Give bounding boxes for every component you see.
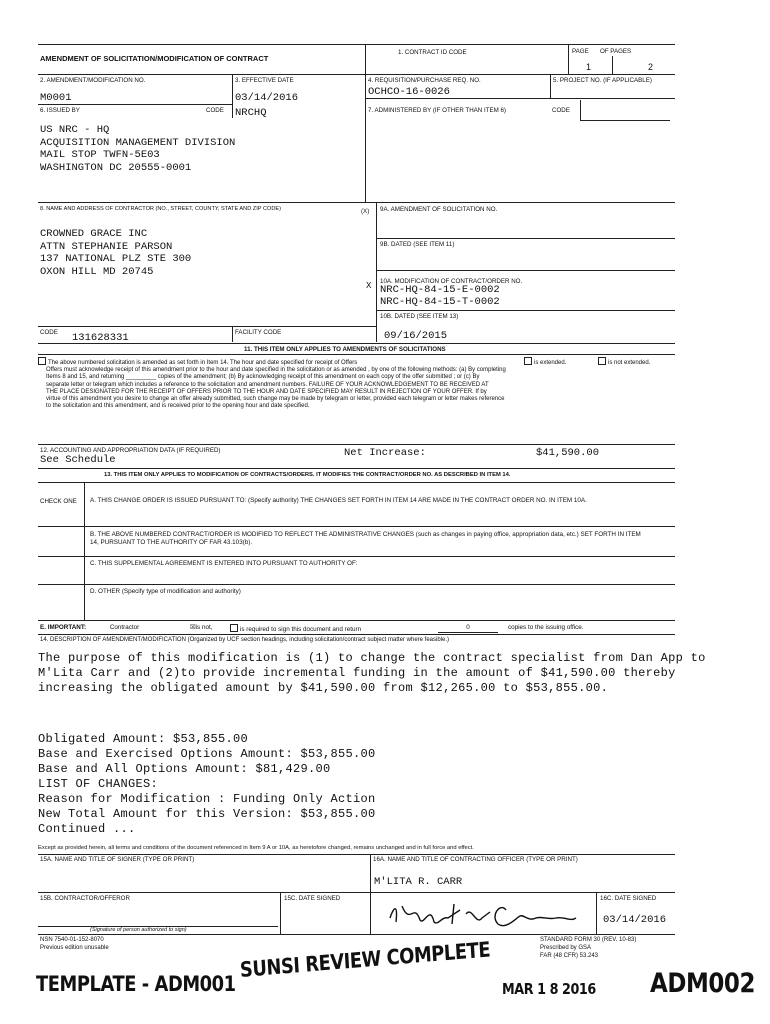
prescribed-by: Prescribed by GSA [540,945,592,951]
item11-extended: is extended. [534,360,567,366]
officer-name: M'LITA R. CARR [374,876,463,888]
contractor-line: 137 NATIONAL PLZ STE 300 [40,253,192,265]
contractor-code-value: 131628331 [72,332,129,344]
officer-name-label: 16A. NAME AND TITLE OF CONTRACTING OFFICER (TYPE OR PRINT) [373,856,578,863]
item11-line4: separate letter or telegram which includes a reference to the solicitation and amendment numbers. FAILURE OF YOUR ACKNOWLEDGEMENT TO BE RECEIVED AT [46,381,489,388]
issued-code-label: CODE [206,107,224,114]
extended-checkbox[interactable] [524,357,532,365]
item11-line6: virtue of this amendment you desire to change an offer already submitted, such change may be made by telegram or letter, provided each telegram or letter makes reference [46,395,505,402]
is-required-checkbox[interactable] [230,624,238,632]
effective-date-value: 03/14/2016 [235,92,299,104]
summary-line: Reason for Modification : Funding Only Action [38,792,376,806]
item11-line3: Items 8 and 15, and returning _________ copies of the amendment; (b) By acknowledging receipt of this amendment on each copy of the offer submitted ; or (c) By [46,374,480,381]
contractor-address [40,228,191,278]
page-label: PAGE [572,48,589,55]
admin-code-label: CODE [552,107,570,114]
description-line: increasing the obligated amount by $41,590.00 from $12,265.00 to $53,855.00. [38,681,609,695]
important-row [40,624,584,633]
item11-header: 11. THIS ITEM ONLY APPLIES TO AMENDMENTS OF SOLICITATIONS [244,346,446,353]
sunsi-review-stamp: SUNSI REVIEW COMPLETE [239,937,491,982]
item9b-label: 9B. DATED (SEE ITEM 11) [380,241,455,248]
check-one-label: CHECK ONE [40,498,77,505]
important-is-required: is required to sign this document and return [240,626,362,633]
net-increase-value: $41,590.00 [536,447,600,459]
item11-line7: to the solicitation and this amendment, and is received prior to the opening hour and date specified. [46,403,310,410]
nsn-number: NSN 7540-01-152-8070 [40,937,104,943]
item14-summary [38,732,376,837]
effective-date-label: 3. EFFECTIVE DATE [235,77,294,84]
item13-header: 13. THIS ITEM ONLY APPLIES TO MODIFICATION OF CONTRACTS/ORDERS. IT MODIFIES THE CONTRACT/ORDER NO. AS DESCRIBED IN ITEM 14. [104,472,511,478]
x-column-label: (X) [361,208,370,215]
net-increase-label: Net Increase: [344,447,426,459]
date-signed-16c-label: 16C. DATE SIGNED [600,895,657,902]
amendment-no-value: M0001 [40,92,72,104]
page-number: 1 [586,62,592,72]
form-title: AMENDMENT OF SOLICITATION/MODIFICATION OF CONTRACT [40,54,269,63]
summary-line: LIST OF CHANGES: [38,777,159,791]
contract-id-label: 1. CONTRACT ID CODE [398,49,467,56]
item11-text [38,357,678,410]
is-not-checkbox[interactable]: ☒ [190,624,196,631]
contractor-line: OXON HILL MD 20745 [40,265,154,278]
item9a-label: 9A. AMENDMENT OF SOLICITATION NO. [380,206,498,213]
item11-line1: The above numbered solicitation is amended as set forth in Item 14. The hour and date specified for receipt of Offers [48,360,358,366]
except-provided-text: Except as provided herein, all terms and conditions of the document referenced in Item 9 A or 10A, as heretofore changed, remains unchanged and in full force and effect. [38,845,474,851]
item10a-checkmark: X [366,281,372,291]
copies-value: 0 [438,624,498,633]
date-signed-16c: 03/14/2016 [603,914,667,926]
administered-by-label: 7. ADMINISTERED BY (IF OTHER THAN ITEM 6) [368,107,506,114]
item10a-label: 10A. MODIFICATION OF CONTRACT/ORDER NO. [380,278,523,285]
contractor-code-label: CODE [40,329,58,336]
signature-note: (Signature of person authorized to sign) [90,927,187,933]
description-line: M'Lita Carr and (2)to provide incremental funding in the amount of $41,590.00 thereby [38,666,676,680]
item11-checkbox[interactable] [38,357,46,365]
not-extended-checkbox[interactable] [598,357,606,365]
item10b-label: 10B. DATED (SEE ITEM 13) [380,313,459,320]
standard-form: STANDARD FORM 30 (REV. 10-83) [540,937,637,943]
important-is-not: is not, [195,624,213,631]
item10b-value: 09/16/2015 [384,330,448,342]
of-pages-label: OF PAGES [600,48,632,55]
summary-line: Continued ... [38,822,136,836]
important-contractor: Contractor [109,624,140,631]
summary-line: Base and All Options Amount: $81,429.00 [38,762,331,776]
contractor-line: CROWNED GRACE INC [40,228,148,240]
officer-signature [380,896,580,932]
signature-icon [380,896,580,932]
issuer-address [40,124,235,174]
item13-option-a: A. THIS CHANGE ORDER IS ISSUED PURSUANT TO: (Specify authority) THE CHANGES SET FORTH IN ITEM 14 ARE MADE IN THE CONTRACT ORDER NO. IN ITEM 10A. [90,497,587,504]
summary-line: New Total Amount for this Version: $53,855.00 [38,807,376,821]
item11-line5: THE PLACE DESIGNATED FOR THE RECEIPT OF OFFERS PRIOR TO THE HOUR AND DATE SPECIFIED MAY RESULT IN REJECTION OF YOUR OFFER. If by [46,388,487,395]
issued-by-label: 6. ISSUED BY [40,107,80,114]
contractor-label: 8. NAME AND ADDRESS OF CONTRACTOR (NO., STREET, COUNTY, STATE AND ZIP CODE) [40,206,281,212]
item12-label: 12. ACCOUNTING AND APPROPRIATION DATA (IF REQUIRED) [40,447,221,454]
date-signed-15c-label: 15C. DATE SIGNED [284,895,341,902]
summary-line: Base and Exercised Options Amount: $53,855.00 [38,747,376,761]
summary-line: Obligated Amount: $53,855.00 [38,732,249,746]
item12-value: See Schedule [40,454,116,466]
item14-label: 14. DESCRIPTION OF AMENDMENT/MODIFICATION (Organized by UCF section headings, including solicitation/contract subject matter where feasible.) [40,637,450,643]
issuer-line: ACQUISITION MANAGEMENT DIVISION [40,136,236,149]
issuer-line: US NRC - HQ [40,124,110,136]
item11-not-extended: is not extended. [608,360,651,366]
item10a-value1: NRC-HQ-84-15-E-0002 [380,284,500,296]
issued-code-value: NRCHQ [235,107,267,119]
previous-edition: Previous edition unusable [40,945,109,951]
important-label: E. IMPORTANT: [40,624,87,631]
pages-total: 2 [648,62,654,72]
adm-stamp: ADM002 [650,968,756,999]
facility-code-label: FACILITY CODE [235,329,282,336]
item10a-value2: NRC-HQ-84-15-T-0002 [380,296,500,308]
date-stamp: MAR 1 8 2016 [502,980,596,998]
issuer-line: MAIL STOP TWFN-5E03 [40,149,160,161]
project-no-label: 5. PROJECT NO. (IF APPLICABLE) [553,77,652,84]
item13-option-d: D. OTHER (Specify type of modification and authority) [90,588,241,595]
item13-option-b: B. THE ABOVE NUMBERED CONTRACT/ORDER IS MODIFIED TO REFLECT THE ADMINISTRATIVE CHANGES (such as changes in paying office, appropriation data, etc.) SET FORTH IN ITEM 14, PURSUANT TO THE AUTHORITY OF FAR 43.103(b). [90,531,641,546]
item13-option-c: C. THIS SUPPLEMENTAL AGREEMENT IS ENTERED INTO PURSUANT TO AUTHORITY OF: [90,560,358,567]
far-reference: FAR (48 CFR) 53.243 [540,953,599,959]
item11-line2: Offers must acknowledge receipt of this amendment prior to the hour and date specified in the solicitation or as amended , by one of the following methods: (a) By completing [46,367,506,374]
issuer-line: WASHINGTON DC 20555-0001 [40,161,192,174]
requisition-value: OCHCO-16-0026 [368,86,450,98]
contractor-offeror-label: 15B. CONTRACTOR/OFFEROR [40,895,130,902]
contractor-line: ATTN STEPHANIE PARSON [40,240,173,253]
requisition-label: 4. REQUISITION/PURCHASE REQ. NO. [368,77,481,84]
item14-description [38,651,706,696]
important-copies: copies to the issuing office. [508,624,584,631]
signer-name-label: 15A. NAME AND TITLE OF SIGNER (TYPE OR PRINT) [40,856,195,863]
description-line: The purpose of this modification is (1) to change the contract specialist from Dan App to [38,651,706,665]
amendment-no-label: 2. AMENDMENT/MODIFICATION NO. [40,77,146,84]
template-stamp: TEMPLATE - ADM001 [36,972,236,996]
